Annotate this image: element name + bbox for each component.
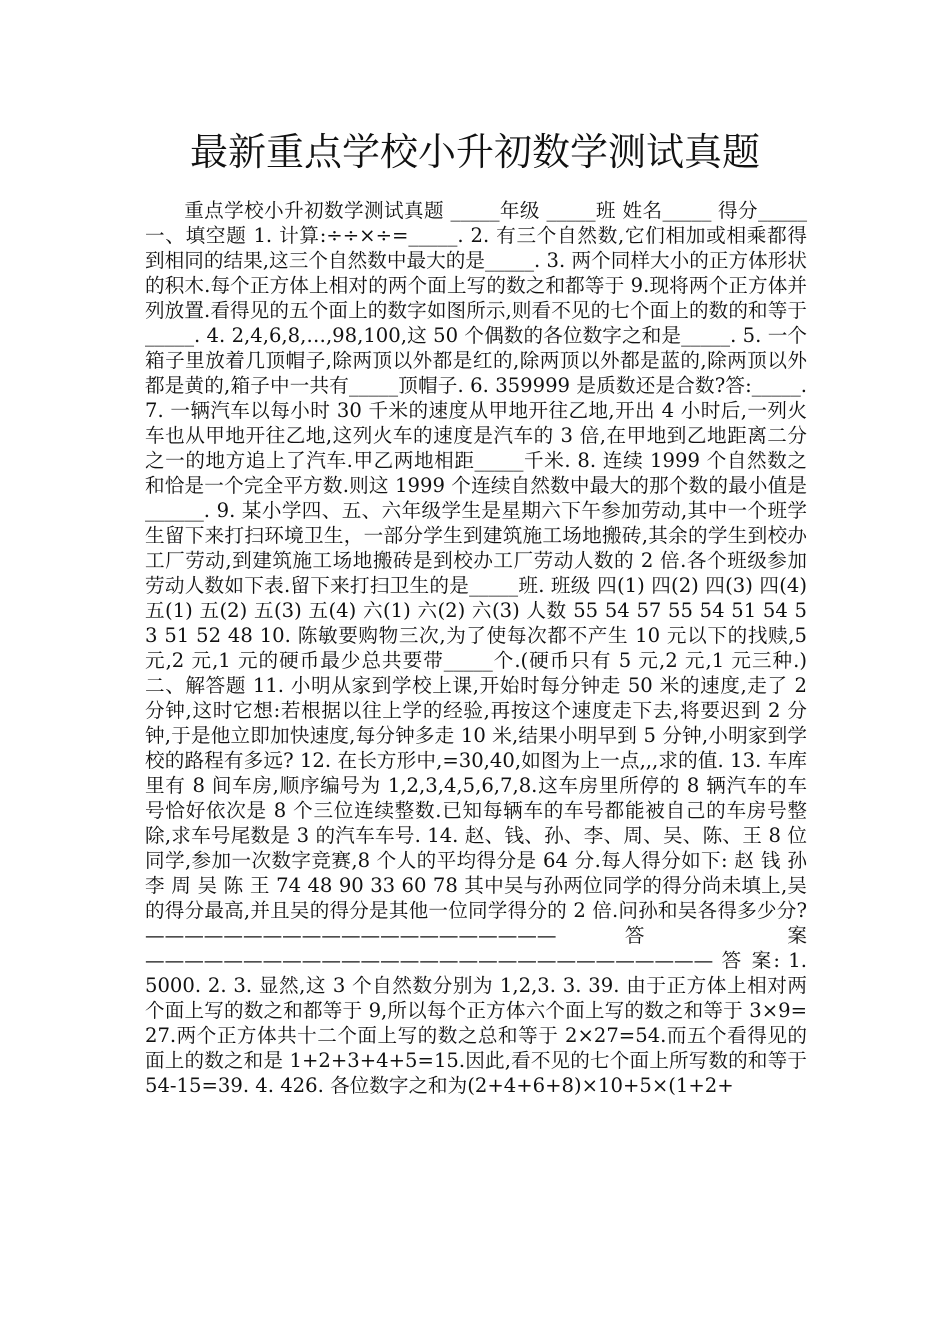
page-title: 最新重点学校小升初数学测试真题 bbox=[189, 130, 760, 174]
body-paragraph: 重点学校小升初数学测试真题 _____年级 _____班 姓名_____ 得分_____ 一、填空题 1. 计算:÷÷×÷=_____. 2. 有三个自然数,它们相加或相乘都得到相同的结果,这三个自然数中最大的是_____. 3. 两个同样大小的正方体形状的积木.每个正方体上相对的两个面上写的数之和都等于 9.现将两个正方体并列放置.看得见的五个面上的数字如图所示,则看不见的七个面上的数的和等于_____. 4. 2,4,6,8,…,98,100,这 50 个偶数的各位数字之和是_____. 5. 一个箱子里放着几顶帽子,除两顶以外都是红的,除两顶以外都是蓝的,除两顶以外都是黄的,箱子中一共有_____顶帽子. 6. 359999 是质数还是合数?答:_____. 7. 一辆汽车以每小时 30 千米的速度从甲地开往乙地,开出 4 小时后,一列火车也从甲地开往乙地,这列火车的速度是汽车的 3 倍,在甲地到乙地距离二分之一的地方追上了汽车.甲乙两地相距_____千米. 8. 连续 1999 个自然数之和恰是一个完全平方数.则这 1999 个连续自然数中最大的那个数的最小值是______. 9. 某小学四、五、六年级学生是星期六下午参加劳动,其中一个班学生留下来打扫环境卫生，一部分学生到建筑施工场地搬砖,其余的学生到校办工厂劳动,到建筑施工场地搬砖是到校办工厂劳动人数的 2 倍.各个班级参加劳动人数如下表.留下来打扫卫生的是_____班. 班级 四(1) 四(2) 四(3) 四(4) 五(1) 五(2) 五(3) 五(4) 六(1) 六(2) 六(3) 人数 55 54 57 55 54 51 54 53 51 52 48 10. 陈敏要购物三次,为了使每次都不产生 10 元以下的找赎,5 元,2 元,1 元的硬币最少总共要带_____个.(硬币只有 5 元,2 元,1 元三种.) 二、解答题 11. 小明从家到学校上课,开始时每分钟走 50 米的速度,走了 2 分钟,这时它想:若根据以往上学的经验,再按这个速度走下去,将要迟到 2 分钟,于是他立即加快速度,每分钟多走 10 米,结果小明早到 5 分钟,小明家到学校的路程有多远? 12. 在长方形中,=30,40,如图为上一点,,,求的值. 13. 车库里有 8 间车房,顺序编号为 1,2,3,4,5,6,7,8.这车房里所停的 8 辆汽车的车号恰好依次是 8 个三位连续整数.已知每辆车的车号都能被自己的车房号整除,求车号尾数是 3 的汽车车号. 14. 赵、钱、孙、李、周、吴、陈、王 8 位同学,参加一次数字竞赛,8 个人的平均得分是 64 分.每人得分如下: 赵 钱 孙 李 周 吴 陈 王 74 48 90 33 60 78 其中吴与孙两位同学的得分尚未填上,吴的得分最高,并且吴的得分是其他一位同学得分的 2 倍.问孙和吴各得多少分? —————————————————————答 案————————————————————————————— 答 案: 1. 5000. 2. 3. 显然,这 3 个自然数分别为 1,2,3. 3. 39. 由于正方体上相对两个面上写的数之和都等于 9,所以每个正方体六个面上写的数之和等于 3×9=27.两个正方体共十二个面上写的数之总和等于 2×27=54.而五个看得见的面上的数之和是 1+2+3+4+5=15.因此,看不见的七个面上所写数的和等于 54-15=39. 4. 426. 各位数字之和为(2+4+6+8)×10+5×(1+2+ bbox=[145, 199, 807, 1097]
